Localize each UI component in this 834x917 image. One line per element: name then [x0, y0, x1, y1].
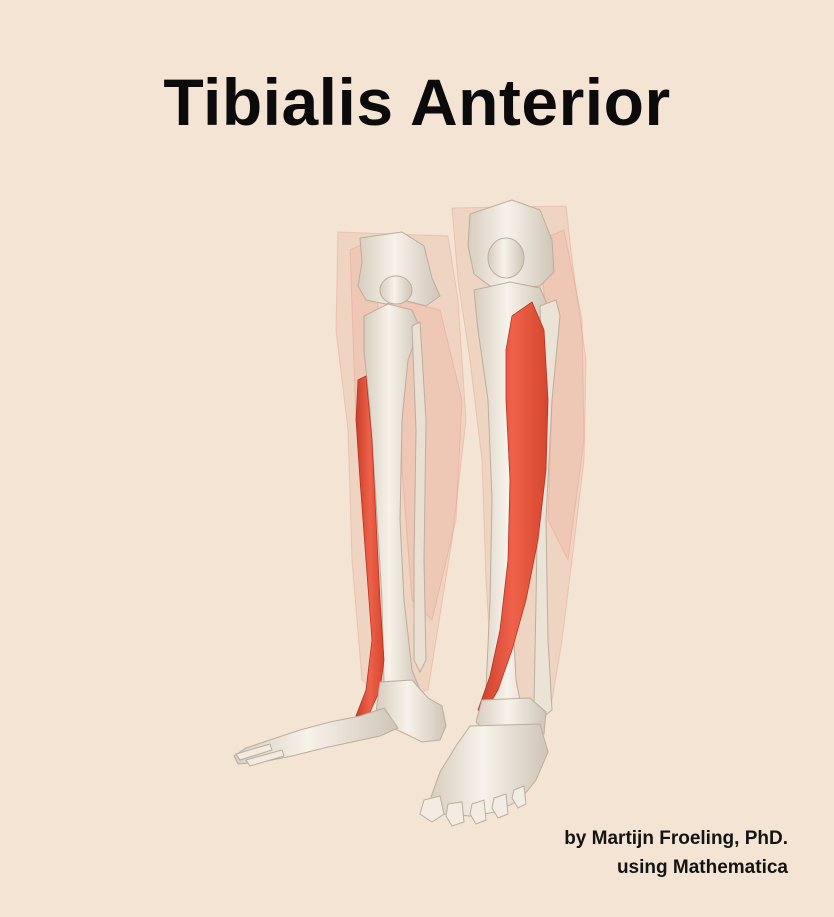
left-foot-bones [234, 708, 398, 764]
right-patella [488, 238, 524, 278]
page-title: Tibialis Anterior [163, 65, 671, 139]
author-credit: by Martijn Froeling, PhD. [564, 828, 788, 849]
left-leg [234, 232, 466, 766]
tool-credit: using Mathematica [616, 857, 788, 878]
left-patella [380, 276, 412, 304]
right-foot-bones [430, 724, 548, 816]
